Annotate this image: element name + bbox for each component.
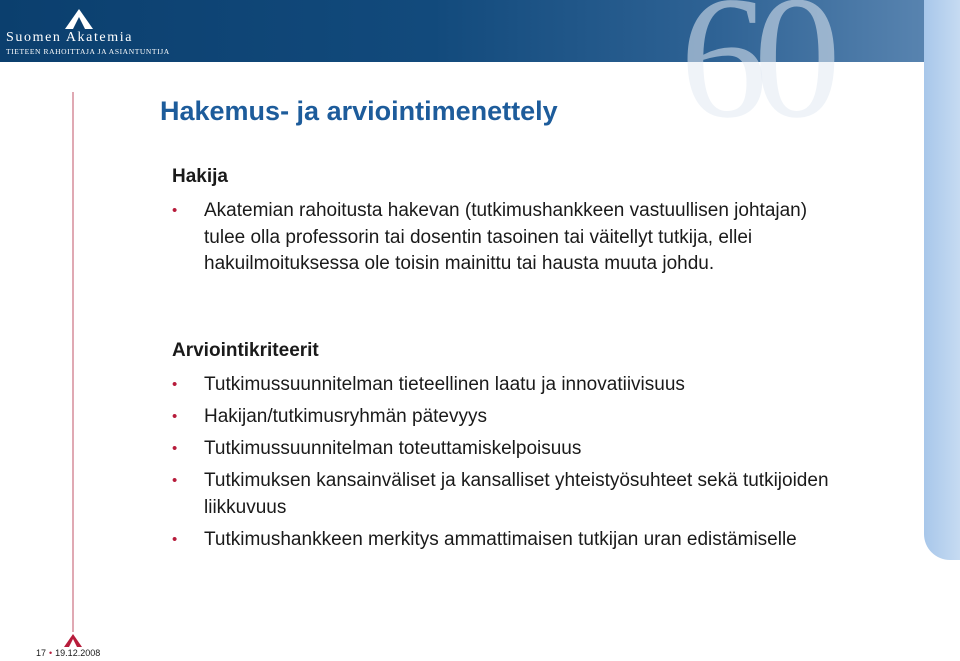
list-item — [172, 404, 832, 431]
bullet-icon: • — [172, 376, 178, 393]
bullet-list-arviointikriteerit — [172, 372, 832, 559]
slide-date: 19.12.2008 — [55, 648, 101, 658]
right-accent-band — [924, 0, 960, 560]
watermark-60: 60 — [680, 0, 827, 154]
footer-separator: • — [49, 648, 53, 658]
bullet-icon: • — [172, 202, 178, 219]
list-item-text: Tutkimussuunnitelman tieteellinen laatu ja innovatiivisuus — [204, 374, 685, 395]
section-heading-hakija: Hakija — [172, 166, 228, 187]
bullet-icon: • — [172, 472, 178, 489]
list-item — [172, 372, 832, 399]
footer-triangle-icon — [64, 634, 82, 647]
slide-footer — [36, 648, 100, 658]
bullet-list-hakija — [172, 198, 832, 283]
page-number: 17 — [36, 648, 47, 658]
bullet-icon: • — [172, 530, 178, 548]
list-item — [172, 468, 832, 521]
list-item-text: Akatemian rahoitusta hakevan (tutkimushankkeen vastuullisen johtajan) tulee olla professorin tai dosentin tasoinen tai väitellyt tutkija, ellei hakuilmoituksessa ole toisin mainittu tai hausta muuta johdu. — [204, 200, 808, 274]
list-item — [172, 436, 832, 463]
org-name: Suomen Akatemia — [6, 30, 134, 45]
list-item-text: Tutkimushankkeen merkitys ammattimaisen tutkijan uran edistämiselle — [204, 528, 797, 550]
org-tagline: TIETEEN RAHOITTAJA JA ASIANTUNTIJA — [6, 47, 170, 56]
slide-title: Hakemus- ja arviointimenettely — [160, 96, 558, 126]
organization-logo — [6, 6, 170, 58]
section-heading-arviointikriteerit: Arviointikriteerit — [172, 340, 319, 361]
list-item-text: Tutkimuksen kansainväliset ja kansalliset yhteistyösuhteet sekä tutkijoiden liikkuvuus — [204, 470, 829, 518]
list-item — [172, 198, 832, 278]
bullet-icon: • — [172, 408, 178, 425]
bullet-icon: • — [172, 440, 178, 457]
list-item-text: Tutkimussuunnitelman toteuttamiskelpoisuus — [204, 438, 582, 459]
triangle-logo-icon — [64, 8, 94, 30]
list-item — [172, 527, 832, 554]
vertical-divider — [72, 92, 74, 632]
list-item-text: Hakijan/tutkimusryhmän pätevyys — [204, 406, 487, 427]
